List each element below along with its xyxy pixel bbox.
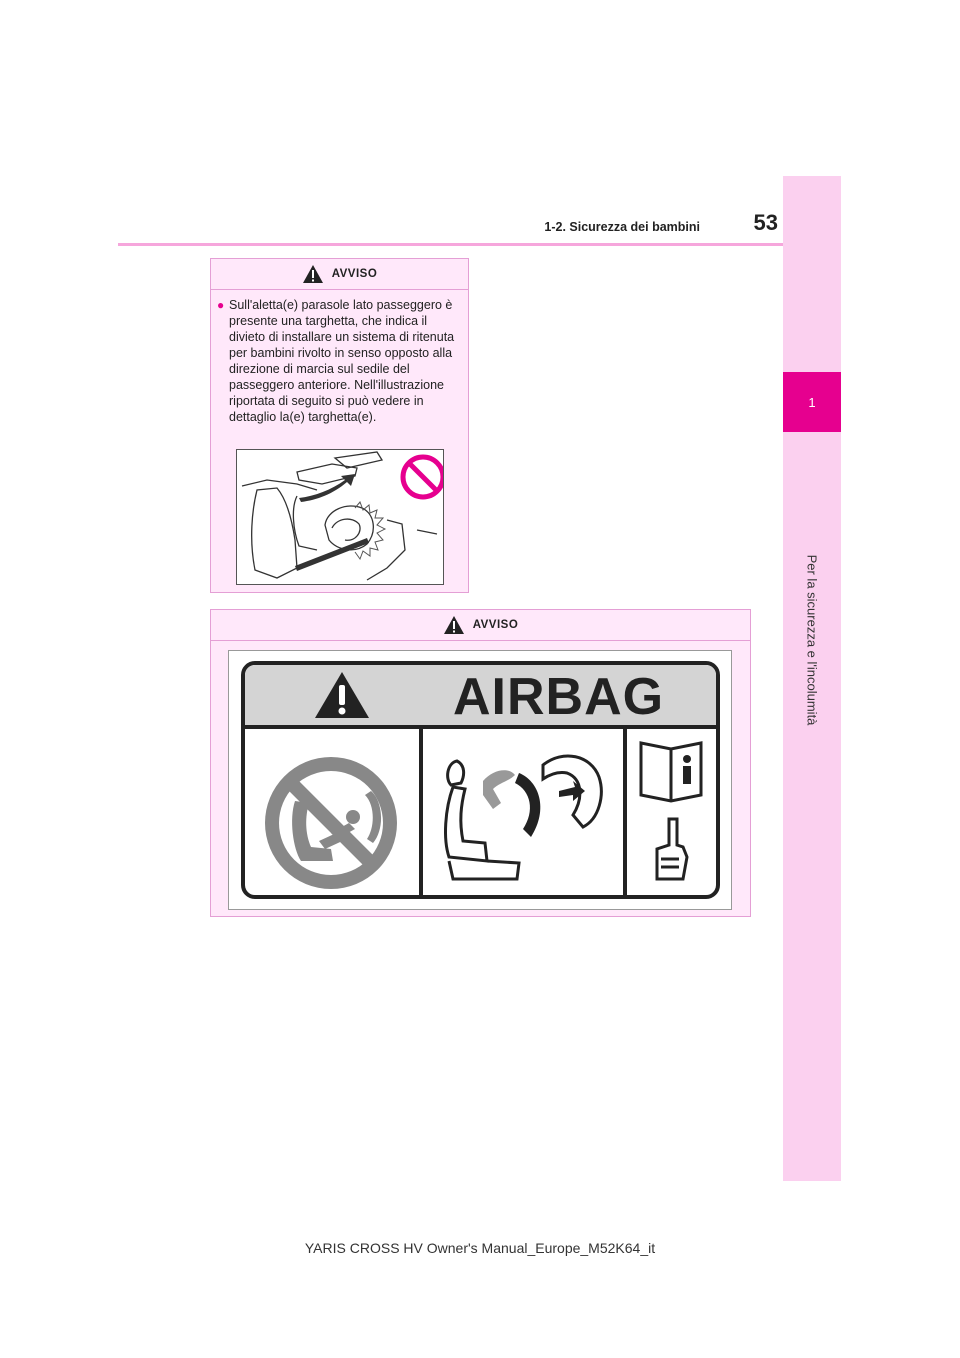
seat-airbag-deploy-icon (423, 729, 623, 899)
warning-box-sun-visor (210, 258, 469, 593)
warning-triangle-icon (302, 264, 324, 284)
sun-visor-illustration (236, 449, 444, 585)
warning-box-airbag-label (210, 609, 751, 917)
page-number: 53 (753, 210, 778, 235)
bullet-icon: ● (217, 298, 225, 312)
prohibited-child-seat-panel (245, 729, 419, 899)
warning-title: AVVISO (331, 268, 378, 280)
chapter-number: 1 (808, 394, 816, 410)
warning-text: Sull'aletta(e) parasole lato passeggero è presente una targhetta, che indica il divieto di installare un sistema di ritenuta per bambini rivolto in senso opposto alla direzione di marcia sul sedile del passeggero anteriore. Nell'illustrazione riportata di seguito si può vedere in dettaglio la(e) targhetta(e). (229, 298, 455, 424)
airbag-label-illustration (228, 650, 732, 910)
footer-text: YARIS CROSS HV Owner's Manual_Europe_M52K64_it (304, 1240, 656, 1256)
warning-triangle-icon (313, 670, 371, 720)
warning-header (211, 610, 750, 641)
sun-visor-label-drawing (237, 450, 443, 584)
header-rule (118, 243, 783, 246)
warning-title: AVVISO (472, 619, 519, 631)
airbag-label-header (245, 665, 716, 729)
chapter-number-tab[interactable] (783, 372, 841, 432)
section-title: 1-2. Sicurezza dei bambini (544, 220, 700, 234)
airbag-word: AIRBAG (453, 668, 665, 726)
read-manual-icon (627, 729, 717, 899)
read-manual-panel (627, 729, 717, 899)
airbag-deploy-panel (423, 729, 623, 899)
airbag-warning-label (241, 661, 720, 899)
no-rear-facing-child-seat-icon (245, 729, 419, 899)
chapter-title: Per la sicurezza e l'incolumità (804, 554, 820, 726)
warning-triangle-icon (443, 615, 465, 635)
warning-bullet (217, 297, 462, 425)
warning-header (211, 259, 468, 290)
